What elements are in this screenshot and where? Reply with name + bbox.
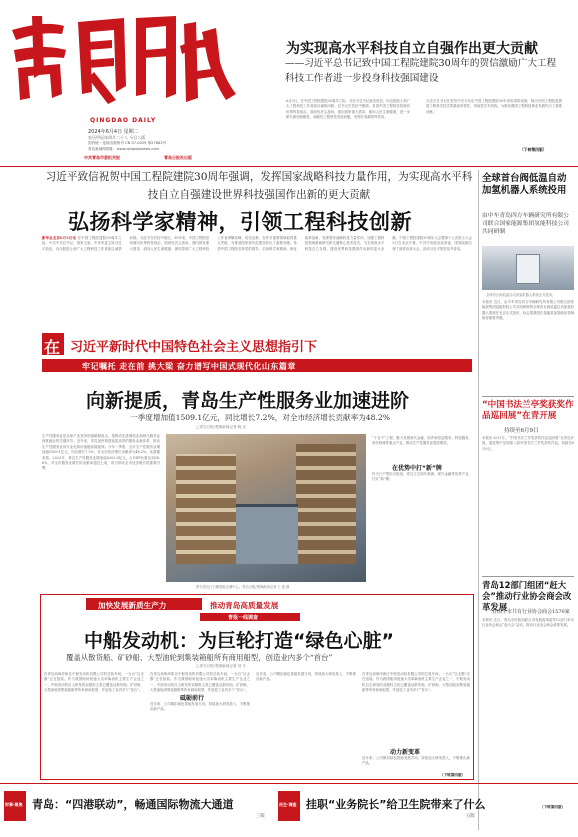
story3-byline: □青岛日报/观海新闻记者 刘 冬	[196, 664, 247, 668]
footer-tag-1: 时事·聚焦	[5, 802, 23, 807]
story2-headline: 向新提质，青岛生产性服务业加速进阶	[86, 390, 410, 412]
story3-tag-1-text: 加快发展新质生产力	[98, 601, 167, 610]
story3-headline: 中船发动机：为巨轮打造“绿色心脏”	[84, 630, 394, 652]
masthead-lunar: 农历甲辰年四月二十八 今日八版	[88, 135, 146, 140]
right-sub-3: 目前全市共有行业协会商会1570家	[492, 609, 570, 615]
story3-body: 在青岛西海岸新区中船发动机有限公司的总装车间，一台台“巨无霸”正在组装。作为我国船用低速大功率柴油机主要生产企业之一，中船发动机自主研发的双燃料主机已覆盖从散货船、矿砂船、大型油轮到集装箱船等所有商用船型，并创造了业内多个“首台”。	[44, 672, 144, 693]
right-caption-1: 全球首台阀低温自动加氢机器人系统正式投用。	[486, 293, 556, 297]
right-body-1: 本报讯 近日，由中车青岛四方车辆研究所有限公司联合国家能源集团氢能科技公司共同研制的全球首台阀低温自动加氢机器人系统在北京正式投用，标志着我国在氢能装备智能化领域取得重要突破。	[482, 300, 574, 321]
right-rule-1	[482, 396, 574, 397]
lead-headline: 弘扬科学家精神，引领工程科技创新	[68, 210, 412, 234]
right-body-3: 本报讯 近日，青岛市民政局联合市发展改革委等12部门举办行业协会商会“赶大会”活动，推动行业协会商会改革发展。	[482, 618, 574, 628]
story3-more: （下转第四版）	[440, 773, 466, 777]
right-more: （下转第四版）	[540, 805, 566, 809]
story3-col5: 在青岛西海岸新区中船发动机有限公司的总装车间，一台台“巨无霸”正在组装。作为我国船用低速大功率柴油机主要生产企业之一，中船发动机自主研发的双燃料主机已覆盖从散货船、矿砂船、大型油轮到集装箱船等所有商用船型，并创造了业内多个“首台”。	[362, 672, 470, 693]
story2-col3: 作为门户型综合枢纽，青岛立足现代物流、现代金融等优势产业，打好“新”牌。	[372, 472, 472, 482]
footer-tag-2: 民生·调查	[279, 802, 297, 807]
story3-subhead-2: 动力新变革	[390, 749, 421, 756]
conveyor-icon	[236, 504, 298, 564]
masthead-pinyin: QINGDAO DAILY	[90, 117, 157, 124]
masthead-divider	[0, 166, 578, 167]
footer-page-1: 三版	[256, 814, 265, 819]
logo-brush-icon	[4, 2, 239, 114]
story3-series: 青报一线调查	[228, 615, 259, 621]
warehouse-rack-icon	[296, 444, 356, 564]
story2-byline: □青岛日报/观海新闻记者 姚 沈	[196, 425, 247, 429]
right-column-divider	[478, 170, 479, 830]
story3-subtitle: 覆盖从散货船、矿砂船、大型油轮到集装箱船所有商用船型，创造业内多个“首台”	[66, 653, 333, 662]
right-sub-1: 由中车青岛四方车辆研究所有限公司联合国家能源集团氢能科技公司共同研制	[482, 213, 569, 235]
lead-body-text: 在中国工程院建院30周年之际，中共中央总书记、国家主席、中央军委主席习近平致信，向全院院士和广大工程科技工作者致以诚挚问候。习近平在贺信中指出，30年来，中国工程院坚持面向世界科技前沿、面向经济主战场、面向国家重大需求、面向人民生命健康，团结带领广大工程科技工作者勇攀高峰、攻坚克难，在许多重要领域取得重大突破，为推进国家现代化建设作出了重要贡献。希望中国工程院坚持党的领导，弘扬科学家精神，深化改革创新，发挥国家战略科技力量作用，加强工程科技领域基础研究和关键核心技术攻关，为实现高水平科技自立自强、建设世界科技强国作出新的更大贡献。中国工程院建院30周年大会暨第十七次院士大会3日在北京开幕，中共中央政治局常委、国务院副总理丁薛祥出席大会，宣读习近平的贺信并讲话。	[42, 236, 472, 251]
lead-kicker: 习近平致信祝贺中国工程院建院30周年强调，发挥国家战略科技力量作用，为实现高水平科技自立自强建设世界科技强国作出新的更大贡献	[45, 171, 473, 201]
banner-prefix: 在	[44, 338, 61, 357]
right-body-2: 本报讯 6月3日，“中国书法兰亭奖获奖作品巡回展”在青岛开展，展览集中呈现第八届中国书法兰亭奖获奖作品，持续至6月9日。	[482, 436, 574, 451]
right-headline-2: “中国书法兰亭奖获奖作品巡回展”在青开展	[482, 400, 574, 421]
top-story-body: 6月3日，在中国工程院建院30周年之际，习近平总书记致信祝贺，向全院院士和广大工程科技工作者致以诚挚问候。总书记在贺信中强调，希望中国工程院坚持面向世界科技前沿、面向经济主战场、面向国家重大需求、面向人民生命健康，进一步研究谋划战略性、前瞻性工程科技发展问题，发挥好高端智库作用。	[286, 99, 410, 120]
story2-body: 生产性服务业是全球产业竞争的战略制高点，是推动先进制造业和现代服务业深度融合的关键环节。近年来，青岛加快构建优质高效的服务业新体系，推动生产性服务业向专业化和价值链高端延伸。今年一季度，全市生产性服务业增加值1509.1亿元，同比增长7.2%，对全市经济增长贡献率为48.2%。从数据来看，2023年，青岛生产性服务业增加值6202.6亿元，占GDP比重达到38.6%，对全市服务业增长的贡献率超过七成，成为带动全市经济增长的重要引擎。	[42, 434, 160, 471]
masthead-org: 中共青岛市委机关报	[84, 155, 120, 160]
footer-divider	[0, 783, 578, 784]
story3-col6: 近年来，公司紧扣绿色智能发展方向，持续加大研发投入，不断推出新产品。	[362, 756, 470, 766]
top-story-more: （下转第四版）	[520, 147, 547, 152]
masthead-sn: 国内统一连续出版物号 CN 37-0029 第27662号	[88, 141, 167, 145]
story2-subhead: 在优势中打“新”牌	[392, 465, 442, 472]
story2-caption: 图为青岛日日顺智能仓储中心。青岛日报/观海新闻记者 王 滨 摄	[196, 585, 290, 589]
masthead-site: 青岛新闻网网址：www.qingdaonews.com	[88, 147, 160, 151]
footer-page-2: 五版	[466, 814, 475, 819]
right-headline-3: 青岛12部门组团“赶大会”推动行业协会商会改革发展	[482, 580, 572, 612]
banner	[42, 333, 472, 377]
footer-title-2[interactable]: 挂职“业务院长”给卫生院带来了什么	[306, 798, 486, 811]
right-headline-1: 全球首台阀低温自动加氢机器人系统投用	[482, 173, 567, 196]
story2-col2: “十百千”工程，聚力发展现代金融、软件和信息服务、科技服务、现代物流等重点产业，推动生产性服务业提质增效。	[372, 436, 472, 446]
story3-col2: 在青岛西海岸新区中船发动机有限公司的总装车间，一台台“巨无霸”正在组装。作为我国船用低速大功率柴油机主要生产企业之一，中船发动机自主研发的双燃料主机已覆盖从散货船、矿砂船、大型油轮到集装箱船等所有商用船型，并创造了业内多个“首台”。	[150, 672, 250, 693]
right-rule-2	[482, 576, 574, 577]
story3-subhead: 砥砺前行	[180, 695, 205, 702]
banner-title: 习近平新时代中国特色社会主义思想指引下	[70, 340, 318, 355]
story2-photo	[166, 434, 366, 582]
top-story-title: 为实现高水平科技自立自强作出更大贡献	[286, 41, 538, 57]
right-photo-1	[482, 246, 574, 290]
banner-slogan: 牢记嘱托 走在前 挑大梁 奋力谱写中国式现代化山东篇章	[82, 362, 296, 371]
top-story-subtitle: ——习近平总书记致中国工程院建院30周年的贺信激励广大工程科技工作者进一步投身科技强国建设	[285, 58, 557, 84]
masthead-date: 2024年6月4日 星期二	[88, 129, 139, 135]
story2-subtitle: 一季度增加值1509.1亿元，同比增长7.2%，对全市经济增长贡献率为48.2%	[130, 413, 390, 422]
lead-dateline: 新华社北京6月3日电	[42, 236, 77, 240]
masthead-issuer: 青岛日报社出版	[164, 155, 192, 160]
story3-col4: 近年来，公司紧扣绿色智能发展方向，持续加大研发投入，不断推出新产品。	[256, 672, 356, 682]
masthead-logo	[4, 2, 239, 114]
top-story-body-2: 习近平总书记在贺信中充分肯定中国工程院建院30年来取得的成就，指出中国工程院是我国工程科学技术界最高荣誉性、咨询性学术机构，为推动我国工程科技事业发展作出了重要贡献。	[426, 99, 562, 114]
lead-body	[42, 236, 472, 330]
story3-col3: 近年来，公司紧扣绿色智能发展方向，持续加大研发投入，不断推出新产品。	[150, 702, 250, 712]
warehouse-rack-icon	[176, 454, 236, 564]
right-sub-2: 持续至6月9日	[504, 428, 539, 434]
story3-tag-2: 推动青岛高质量发展	[210, 601, 279, 610]
hydrogen-robot-icon	[516, 254, 540, 284]
footer-title-1[interactable]: 青岛：“四港联动”，畅通国际物流大通道	[32, 798, 234, 811]
